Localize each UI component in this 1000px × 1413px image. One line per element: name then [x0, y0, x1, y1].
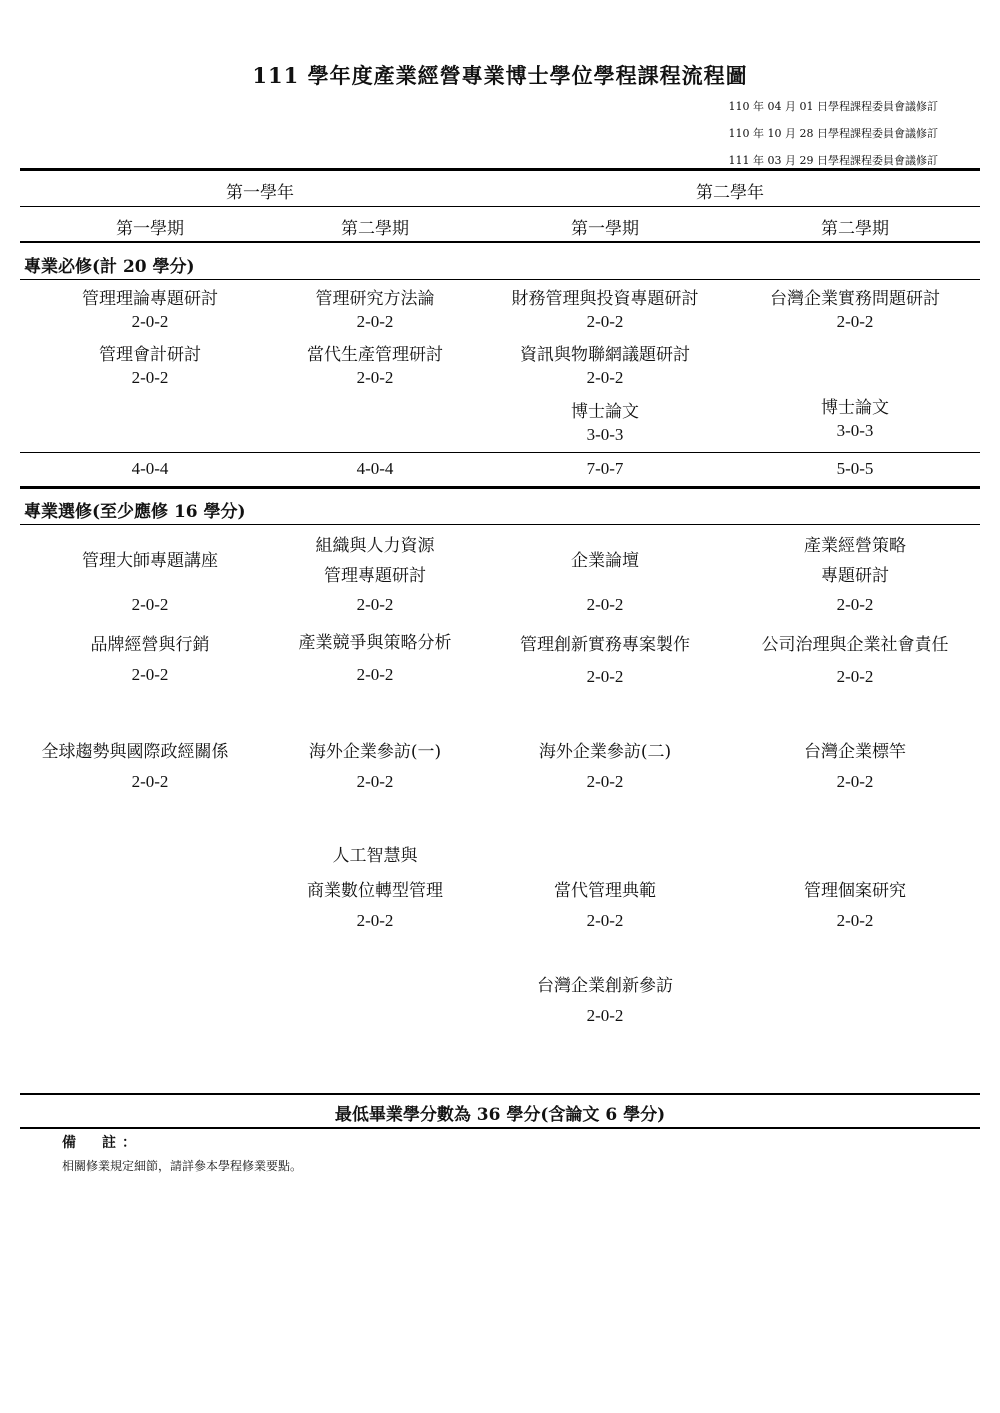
- required-course-credit: 2-0-2: [836, 312, 874, 331]
- elective-course-credit: 2-0-2: [836, 667, 874, 686]
- required-course-credit: 2-0-2: [586, 312, 624, 331]
- required-course-name: 博士論文: [571, 402, 639, 422]
- elective-course-credit: 2-0-2: [586, 1006, 624, 1025]
- elective-course-name: 企業論壇: [571, 551, 639, 571]
- elective-course-name: 管理大師專題講座: [82, 551, 218, 571]
- required-course-credit: 2-0-2: [356, 312, 394, 331]
- required-label-rule: [20, 279, 980, 280]
- elective-course-name: 台灣企業創新參訪: [537, 976, 673, 996]
- semester-total-credit: 4-0-4: [356, 459, 394, 478]
- minimum-credits: 最低畢業學分數為 36 學分(含論文 6 學分): [334, 1105, 666, 1125]
- year-header: 第二學年: [696, 183, 764, 203]
- year-row-rule: [20, 206, 980, 207]
- semester-total-credit: 7-0-7: [586, 459, 624, 478]
- notes-text: 相關修業規定細節，請詳參本學程修業要點。: [62, 1159, 303, 1173]
- elective-course-name: 管理個案研究: [804, 881, 906, 901]
- notes-label: 備 註：: [62, 1135, 142, 1151]
- required-course-name: 管理研究方法論: [315, 289, 435, 309]
- elective-course-name: 公司治理與企業社會責任: [761, 635, 949, 655]
- semester-row-rule: [20, 241, 980, 243]
- elective-course-credit: 2-0-2: [586, 667, 624, 686]
- elective-course-name-line2: 管理專題研討: [324, 566, 426, 586]
- semester-header: 第一學期: [571, 219, 639, 239]
- elective-course-credit: 2-0-2: [836, 772, 874, 791]
- elective-course-name: 台灣企業標竿: [804, 742, 906, 762]
- elective-course-credit: 2-0-2: [131, 595, 169, 614]
- minimum-top-rule: [20, 1093, 980, 1095]
- elective-course-name: 產業經營策略: [804, 536, 906, 556]
- elective-course-credit: 2-0-2: [836, 911, 874, 930]
- semester-header: 第二學期: [821, 219, 889, 239]
- elective-course-name: 管理創新實務專案製作: [520, 635, 690, 655]
- elective-course-credit: 2-0-2: [586, 772, 624, 791]
- required-course-name: 博士論文: [821, 398, 889, 418]
- elective-course-name-line2: 專題研討: [821, 566, 889, 586]
- elective-course-credit: 2-0-2: [836, 595, 874, 614]
- semester-total-credit: 5-0-5: [836, 459, 874, 478]
- table-top-rule: [20, 168, 980, 171]
- revision-note: 110 年 10 月 28 日學程課程委員會議修訂: [728, 127, 938, 140]
- required-course-credit: 3-0-3: [836, 421, 874, 440]
- elective-course-credit: 2-0-2: [586, 595, 624, 614]
- elective-course-credit: 2-0-2: [586, 911, 624, 930]
- required-course-name: 財務管理與投資專題研討: [511, 289, 699, 309]
- required-course-name: 台灣企業實務問題研討: [770, 289, 940, 309]
- required-course-name: 管理理論專題研討: [82, 289, 218, 309]
- page-title: 111 學年度產業經營專業博士學位學程課程流程圖: [252, 63, 748, 88]
- elective-course-name: 全球趨勢與國際政經關係: [41, 742, 229, 762]
- elective-course-credit: 2-0-2: [356, 665, 394, 684]
- required-course-name: 管理會計研討: [99, 345, 201, 365]
- elective-course-name-line2: 商業數位轉型管理: [307, 881, 443, 901]
- elective-course-name: 海外企業參訪(二): [538, 742, 672, 762]
- semester-header: 第一學期: [116, 219, 184, 239]
- elective-course-name: 海外企業參訪(一): [308, 742, 442, 762]
- required-course-credit: 2-0-2: [131, 312, 169, 331]
- elective-course-name: 品牌經營與行銷: [90, 635, 210, 655]
- semester-header: 第二學期: [341, 219, 409, 239]
- elective-label-rule: [20, 524, 980, 525]
- required-totals-rule: [20, 452, 980, 453]
- elective-course-credit: 2-0-2: [131, 665, 169, 684]
- required-course-name: 資訊與物聯網議題研討: [520, 345, 690, 365]
- required-course-credit: 2-0-2: [356, 368, 394, 387]
- required-course-credit: 2-0-2: [131, 368, 169, 387]
- elective-course-name: 當代管理典範: [554, 881, 656, 901]
- required-course-credit: 3-0-3: [586, 425, 624, 444]
- elective-course-credit: 2-0-2: [356, 772, 394, 791]
- minimum-bottom-rule: [20, 1127, 980, 1129]
- required-section-label: 專業必修(計 20 學分): [24, 257, 195, 277]
- semester-total-credit: 4-0-4: [131, 459, 169, 478]
- elective-course-name: 人工智慧與: [332, 846, 418, 866]
- required-course-credit: 2-0-2: [586, 368, 624, 387]
- required-course-name: 當代生產管理研討: [307, 345, 443, 365]
- elective-section-label: 專業選修(至少應修 16 學分): [24, 502, 246, 522]
- elective-course-name: 產業競爭與策略分析: [298, 633, 452, 653]
- required-bottom-rule: [20, 486, 980, 489]
- revision-note: 110 年 04 月 01 日學程課程委員會議修訂: [728, 100, 938, 113]
- elective-course-credit: 2-0-2: [131, 772, 169, 791]
- elective-course-name: 組織與人力資源: [315, 536, 435, 556]
- elective-course-credit: 2-0-2: [356, 595, 394, 614]
- year-header: 第一學年: [226, 183, 294, 203]
- elective-course-credit: 2-0-2: [356, 911, 394, 930]
- revision-note: 111 年 03 月 29 日學程課程委員會議修訂: [728, 154, 938, 167]
